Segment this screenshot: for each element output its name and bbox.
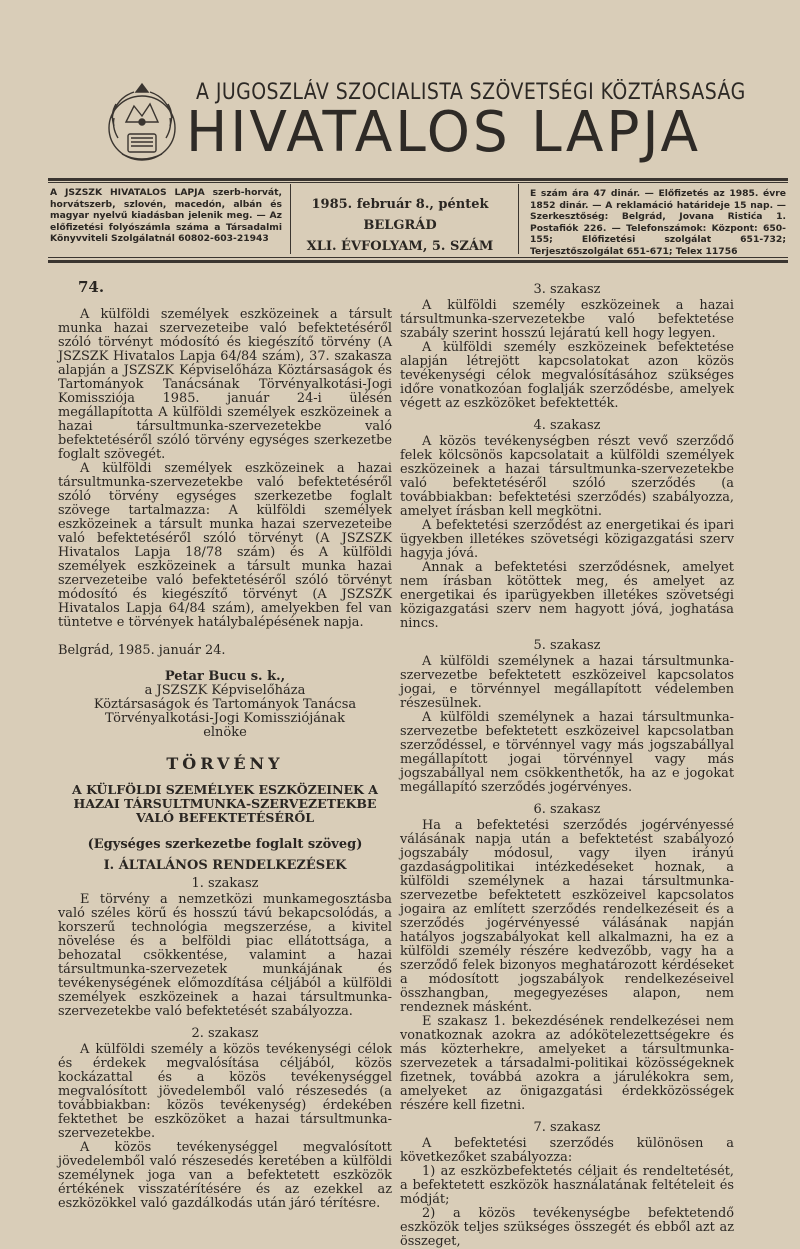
masthead-rule-top: [48, 178, 788, 181]
signatory-name: Petar Bucu s. k.,: [164, 669, 286, 684]
section-3-title: 3. szakasz: [533, 282, 601, 297]
section-7-text-1: A befektetési szerződés különösen a következőket szabályozza:: [400, 1136, 734, 1165]
unified-text-note: (Egységes szerkezetbe foglalt szöveg): [87, 837, 363, 852]
state-coat-of-arms-icon: [104, 78, 180, 164]
section-5-title: 5. szakasz: [533, 638, 601, 653]
section-5-text-1: A külföldi személynek a hazai társultmunka-szervezetbe befektetett eszközeivel kapcsolatos jogai, e törvénnyel megállapított védelemben részesülnek.: [400, 654, 734, 711]
issue-date: 1985. február 8., péntek: [311, 197, 489, 212]
section-3-text-1: A külföldi személy eszközeinek a hazai társultmunka-szervezetekbe való befektetése szabály szerint hosszú lejáratú kell hogy legyen.: [400, 298, 734, 341]
issue-volume: XLI. ÉVFOLYAM, 5. SZÁM: [306, 239, 494, 254]
document-number: 74.: [78, 278, 105, 296]
masthead-rule-bottom-thin: [48, 257, 788, 258]
info-divider-right: [518, 184, 519, 254]
section-3-text-2: A külföldi személy eszközeinek befektetése alapján létrejött kapcsolatokat azon közös tevékenységi célok megvalósításához szükséges időre vonatkozóan foglalják szerződésbe, amelyek végett az eszközöket befektették.: [400, 340, 734, 411]
section-1-title: 1. szakasz: [191, 876, 259, 891]
section-1-text: E törvény a nemzetközi munkamegosztásba való széles körű és hosszú távú bekapcsolódás, a korszerű technológia megszerzése, a kivitel növelése és a belföldi piac ellátottsága, a behozatal csökkentése, valamint a hazai társultmunka-szervezetek munkájának és tevékenységének előmozdítása céljából a külföldi személyek eszközeinek a hazai társultmunka-szervezetekbe való befektetését szabályozza.: [58, 892, 392, 1019]
section-4-title: 4. szakasz: [533, 418, 601, 433]
masthead-rule-top-thin: [48, 182, 788, 183]
signature-block: [58, 670, 392, 740]
section-2-text-1: A külföldi személy a közös tevékenységi célok és érdekek megvalósítása céljából, közös kockázattal és a közös tevékenységgel megvalósított jövedelemből való részesedés (a továbbiakban: közös tevékenység) érdekében fektethet be eszközöket a hazai társultmunka-szervezetekbe.: [58, 1042, 392, 1141]
masthead-rule-bottom: [48, 260, 788, 263]
section-7-item-2: 2) a közös tevékenységbe befektetendő eszközök teljes szükséges összegét és ebből azt az összeget,: [400, 1206, 734, 1249]
section-4-text-2: A befektetési szerződést az energetikai és ipari ügyekben illetékes szövetségi közigazgatási szerv hagyja jóvá.: [400, 518, 734, 561]
section-5-text-2: A külföldi személynek a hazai társultmunka-szervezetbe befektetett eszközeivel kapcsolatban szerződéssel, e törvénnyel vagy más jogszabállyal megállapított jogai törvénnyel vagy más jogszabállyal nem csökkenthetők, ha az e jogokat megállapító szerződés jogérvényes.: [400, 710, 734, 795]
section-6-text-1: Ha a befektetési szerződés jogérvényessé válásának napja után a befektetést szabályozó jogszabály módosul, vagy ilyen irányú gazdaságpolitikai intézkedéseket hoznak, a külföldi személynek a hazai társultmunka-szervezetbe befektetett eszközeivel kapcsolatos jogaira az említett szerződés rendelkezéseit és a szerződés jogérvényessé válásának napján hatályos jogszabályokat kell alkalmazni, ha ez a külföldi személy részére kedvezőbb, vagy ha a szerződő felek bizonyos meghatározott kérdéseket a módosított jogszabályok rendelkezéseivel összhangban, megegyezéses alapon, nem rendeznek másként.: [400, 818, 734, 1015]
section-4-text-1: A közös tevékenységben részt vevő szerződő felek kölcsönös kapcsolatait a külföldi személyek eszközeinek a hazai társultmunka-szervezetekbe való befektetéséről szóló szerződés (a továbbiakban: befektetési szerződés) szabályozza, amelyet írásban kell megkötni.: [400, 434, 734, 519]
section-7-title: 7. szakasz: [533, 1120, 601, 1135]
signing-date: Belgrád, 1985. január 24.: [58, 643, 226, 658]
publication-info: A JSZSZK HIVATALOS LAPJA szerb-horvát, horvátszerb, szlovén, macedón, albán és magyar nyelvű kiadásban jelenik meg. — Az előfizetési folyószámla száma a Társadalmi Könyvviteli Szolgálatnál 60802-603-21943: [50, 187, 282, 244]
section-6-title: 6. szakasz: [533, 802, 601, 817]
signatory-line-2: Köztársaságok és Tartományok Tanácsa: [93, 697, 357, 712]
left-column: [58, 280, 392, 1211]
chapter-heading: I. ÁLTALÁNOS RENDELKEZÉSEK: [103, 858, 347, 873]
signatory-line-3: Törvényalkotási-Jogi Komissziójának: [104, 711, 346, 726]
intro-paragraph: A külföldi személyek eszközeinek a társult munka hazai szervezeteibe való befektetéséről szóló törvényt módosító és kiegészítő törvény (A JSZSZK Hivatalos Lapja 64/84 szám), 37. szakasza alapján a JSZSZK Képviselőháza Köztársaságok és Tartományok Tanácsának Törvényalkotási-Jogi Komissziója 1985. január 24-i ülésén megállapította A külföldi személyek eszközeinek a hazai társultmunka-szervezetekbe való befektetéséről szóló törvény egységes szerkezetbe foglalt szövegét.: [58, 307, 392, 462]
right-column: [400, 283, 734, 1249]
info-divider-left: [290, 184, 291, 254]
act-title: A KÜLFÖLDI SZEMÉLYEK ESZKÖZEINEK A HAZAI TÁRSULTMUNKA-SZERVEZETEKBE VALÓ BEFEKTETÉSÉRŐL: [72, 782, 378, 825]
section-7-item-1: 1) az eszközbefektetés céljait és rendeltetését, a befektetett eszközök használatának feltételeit és módját;: [400, 1164, 734, 1207]
gazette-title: HIVATALOS LAPJA: [186, 100, 702, 165]
issue-info: [300, 194, 500, 257]
section-6-text-2: E szakasz 1. bekezdésének rendelkezései nem vonatkoznak azokra az adókötelezettségekre és más közterhekre, amelyeket a társultmunka-szervezetek a társadalmi-politikai közösségeknek fizetnek, továbbá azokra a járulékokra sem, amelyeket az önigazgatási érdekközösségek részére kell fizetni.: [400, 1014, 734, 1113]
signatory-line-1: a JSZSZK Képviselőháza: [144, 683, 306, 698]
law-heading: TÖRVÉNY: [166, 754, 284, 773]
signatory-line-4: elnöke: [203, 725, 247, 740]
republic-heading: A JUGOSZLÁV SZOCIALISTA SZÖVETSÉGI KÖZTÁRSASÁG: [196, 80, 746, 105]
contents-paragraph: A külföldi személyek eszközeinek a hazai társultmunka-szervezetekbe való befektetéséről szóló törvény egységes szerkezetbe foglalt szövege tartalmazza: A külföldi személyek eszközeinek a társult munka hazai szervezeteibe való befektetéséről szóló törvényt (A JSZSZK Hivatalos Lapja 18/78 szám) és A külföldi személyek eszközeinek a társult munka hazai szervezeteibe való befektetéséről szóló törvényt módosító és kiegészítő törvényt (A JSZSZK Hivatalos Lapja 64/84 szám), amelyekben fel van tüntetve e törvények hatálybalépésének napja.: [58, 461, 392, 630]
price-contact-info: E szám ára 47 dinár. — Előfizetés az 1985. évre 1852 dinár. — A reklamáció határideje 15 nap. — Szerkesztőség: Belgrád, Jovana Ristića 1. Postafiók 226. — Telefonszámok: Központ: 650-155; Előfizetési szolgálat 651-732; Terjesztőszolgálat 651-671; Telex 11756: [530, 188, 786, 257]
section-2-text-2: A közös tevékenységgel megvalósított jövedelemből való részesedés keretében a külföldi személynek joga van a befektetett eszközök értékének visszatérítésére és az ezekkel az eszközökkel való gazdálkodás után járó térítésre.: [58, 1140, 392, 1211]
section-4-text-3: Annak a befektetési szerződésnek, amelyet nem írásban kötöttek meg, és amelyet az energetikai és iparügyekben illetékes szövetségi közigazgatási szerv nem hagyott jóvá, joghatása nincs.: [400, 560, 734, 631]
section-2-title: 2. szakasz: [191, 1026, 259, 1041]
issue-city: BELGRÁD: [363, 218, 437, 233]
